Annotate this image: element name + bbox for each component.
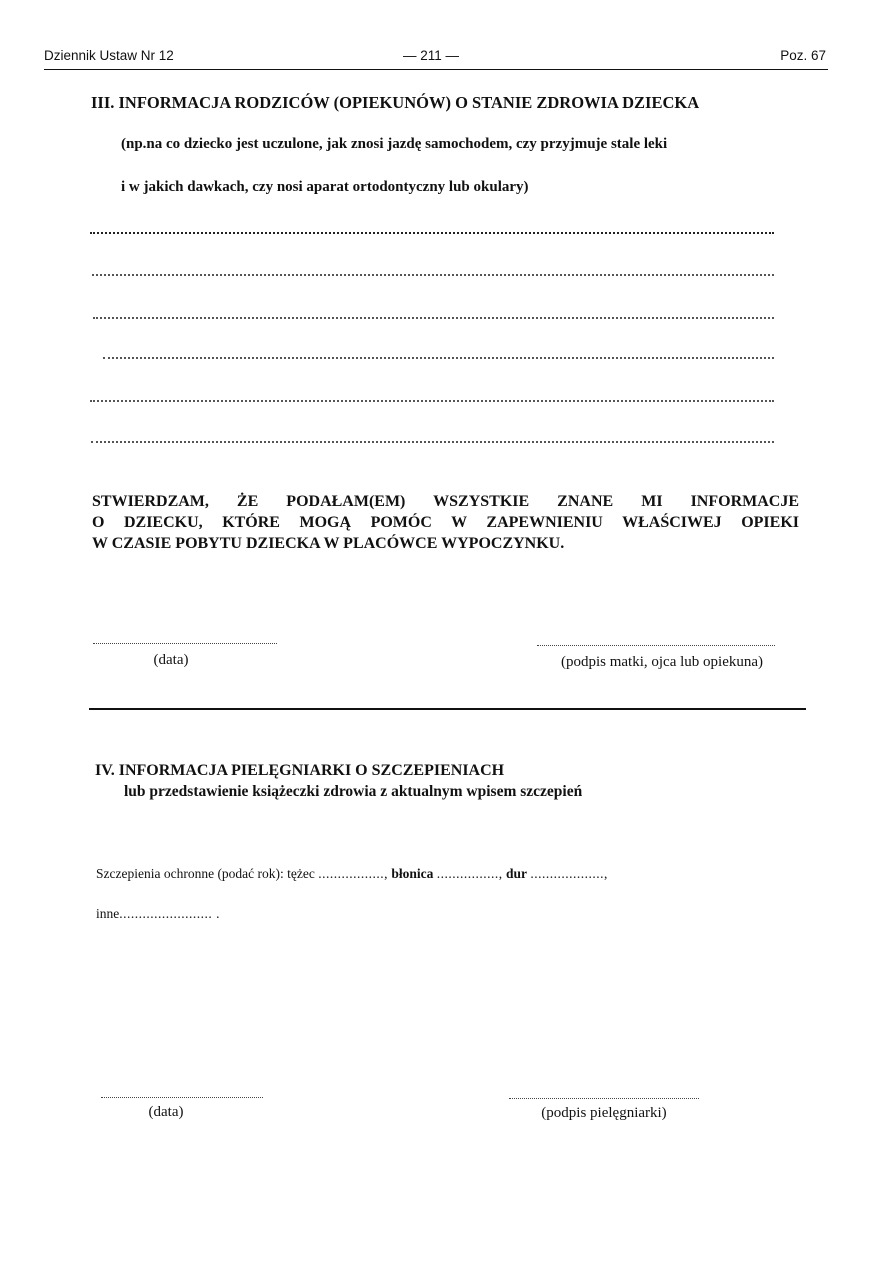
answer-line[interactable] <box>103 357 774 359</box>
nurse-signature-field[interactable] <box>509 1098 699 1099</box>
section-4-subtitle: lub przedstawienie książeczki zdrowia z aktualnym wpisem szczepień <box>124 783 583 800</box>
section-3-subtitle-line-1: (np.na co dziecko jest uczulone, jak znosi jazdę samochodem, czy przyjmuje stale leki <box>121 136 668 152</box>
parent-signature-label: (podpis matki, ojca lub opiekuna) <box>560 654 764 670</box>
parent-statement-line-3: W CZASIE POBYTU DZIECKA W PLACÓWCE WYPOCZYNKU. <box>92 535 565 552</box>
answer-line[interactable] <box>90 232 774 234</box>
nurse-date-label: (data) <box>148 1104 184 1120</box>
other-label: inne <box>96 906 120 921</box>
answer-line[interactable] <box>92 274 774 276</box>
other-vaccinations-field[interactable]: ........................ . <box>119 906 220 921</box>
diphtheria-label: błonica <box>391 866 434 881</box>
other-vaccinations-row <box>96 906 220 922</box>
typhoid-year-field[interactable]: ..................., <box>530 866 608 881</box>
section-4-title: IV. INFORMACJA PIELĘGNIARKI O SZCZEPIENIACH <box>95 762 505 779</box>
section-separator <box>89 708 806 710</box>
parent-statement <box>92 491 799 554</box>
section-3-title: III. INFORMACJA RODZICÓW (OPIEKUNÓW) O STANIE ZDROWIA DZIECKA <box>91 93 700 112</box>
nurse-date-field[interactable] <box>101 1097 263 1098</box>
nurse-signature-label: (podpis pielęgniarki) <box>541 1105 667 1121</box>
parent-statement-line-1: STWIERDZAM, ŻE PODAŁAM(EM) WSZYSTKIE ZNANE MI INFORMACJE <box>92 493 799 510</box>
parent-date-label: (data) <box>153 652 189 668</box>
journal-name: Dziennik Ustaw Nr 12 <box>44 48 174 63</box>
answer-line[interactable] <box>93 317 774 319</box>
tetanus-year-field[interactable]: ................., <box>318 866 389 881</box>
parent-date-field[interactable] <box>93 643 277 644</box>
position-number: Poz. 67 <box>780 48 826 63</box>
section-3-subtitle-line-2: i w jakich dawkach, czy nosi aparat ortodontyczny lub okulary) <box>121 179 529 195</box>
vaccination-row <box>96 866 608 882</box>
page-number: — 211 — <box>402 48 460 63</box>
answer-line[interactable] <box>90 400 774 402</box>
diphtheria-year-field[interactable]: ................, <box>436 866 503 881</box>
header-rule <box>44 69 828 70</box>
typhoid-label: dur <box>506 866 528 881</box>
parent-signature-field[interactable] <box>537 645 775 646</box>
vaccination-prefix: Szczepienia ochronne (podać rok): tężec <box>96 866 315 881</box>
parent-statement-line-2: O DZIECKU, KTÓRE MOGĄ POMÓC W ZAPEWNIENIU WŁAŚCIWEJ OPIEKI <box>92 514 799 531</box>
answer-line[interactable] <box>91 441 774 443</box>
